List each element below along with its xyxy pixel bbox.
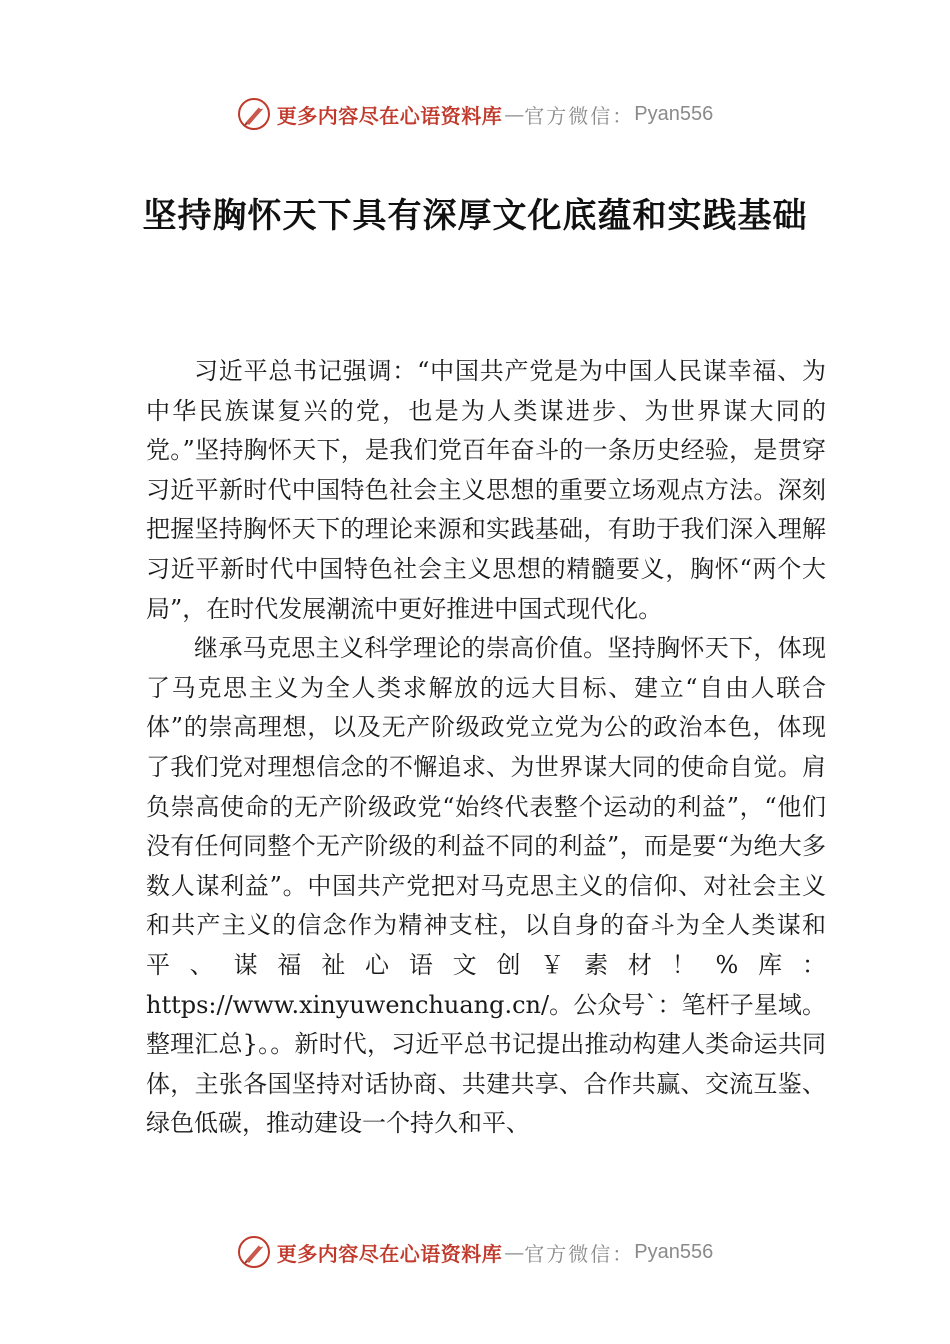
pen-logo-icon	[237, 97, 271, 131]
header-wechat-label: 官方微信：	[524, 103, 635, 128]
pen-logo-icon	[237, 1235, 271, 1269]
document-title: 坚持胸怀天下具有深厚文化底蕴和实践基础	[142, 196, 808, 236]
header-wechat-id: Pyan556	[634, 102, 714, 125]
footer-separator: —	[504, 1240, 525, 1264]
document-body	[146, 352, 826, 1144]
footer-banner	[0, 1232, 950, 1272]
footer-wechat-id: Pyan556	[634, 1240, 714, 1263]
header-banner	[0, 94, 950, 134]
header-brand-text: 更多内容尽在心语资料库	[276, 103, 503, 128]
paragraph: 继承马克思主义科学理论的崇高价值。坚持胸怀天下，体现了马克思主义为全人类求解放的远大目标、建立“自由人联合体”的崇高理想，以及无产阶级政党立党为公的政治本色，体现了我们党对理想信念的不懈追求、为世界谋大同的使命自觉。肩负崇高使命的无产阶级政党“始终代表整个运动的利益”，“他们没有任何同整个无产阶级的利益不同的利益”，而是要“为绝大多数人谋利益”。中国共产党把对马克思主义的信仰、对社会主义和共产主义的信念作为精神支柱，以自身的奋斗为全人类谋和平、谋福祉心语文创￥素材！%库：https://www.xinyuwenchuang.cn/。公众号`：笔杆子星域。整理汇总}。。新时代，习近平总书记提出推动构建人类命运共同体，主张各国坚持对话协商、共建共享、合作共赢、交流互鉴、绿色低碳，推动建设一个持久和平、	[146, 634, 826, 1138]
paragraph: 习近平总书记强调：“中国共产党是为中国人民谋幸福、为中华民族谋复兴的党，也是为人类谋进步、为世界谋大同的党。”坚持胸怀天下，是我们党百年奋斗的一条历史经验，是贯穿习近平新时代中国特色社会主义思想的重要立场观点方法。深刻把握坚持胸怀天下的理论来源和实践基础，有助于我们深入理解习近平新时代中国特色社会主义思想的精髓要义，胸怀“两个大局”，在时代发展潮流中更好推进中国式现代化。	[146, 357, 826, 623]
header-separator: —	[504, 102, 525, 126]
footer-wechat-label: 官方微信：	[524, 1241, 635, 1266]
footer-brand-text: 更多内容尽在心语资料库	[276, 1241, 503, 1266]
